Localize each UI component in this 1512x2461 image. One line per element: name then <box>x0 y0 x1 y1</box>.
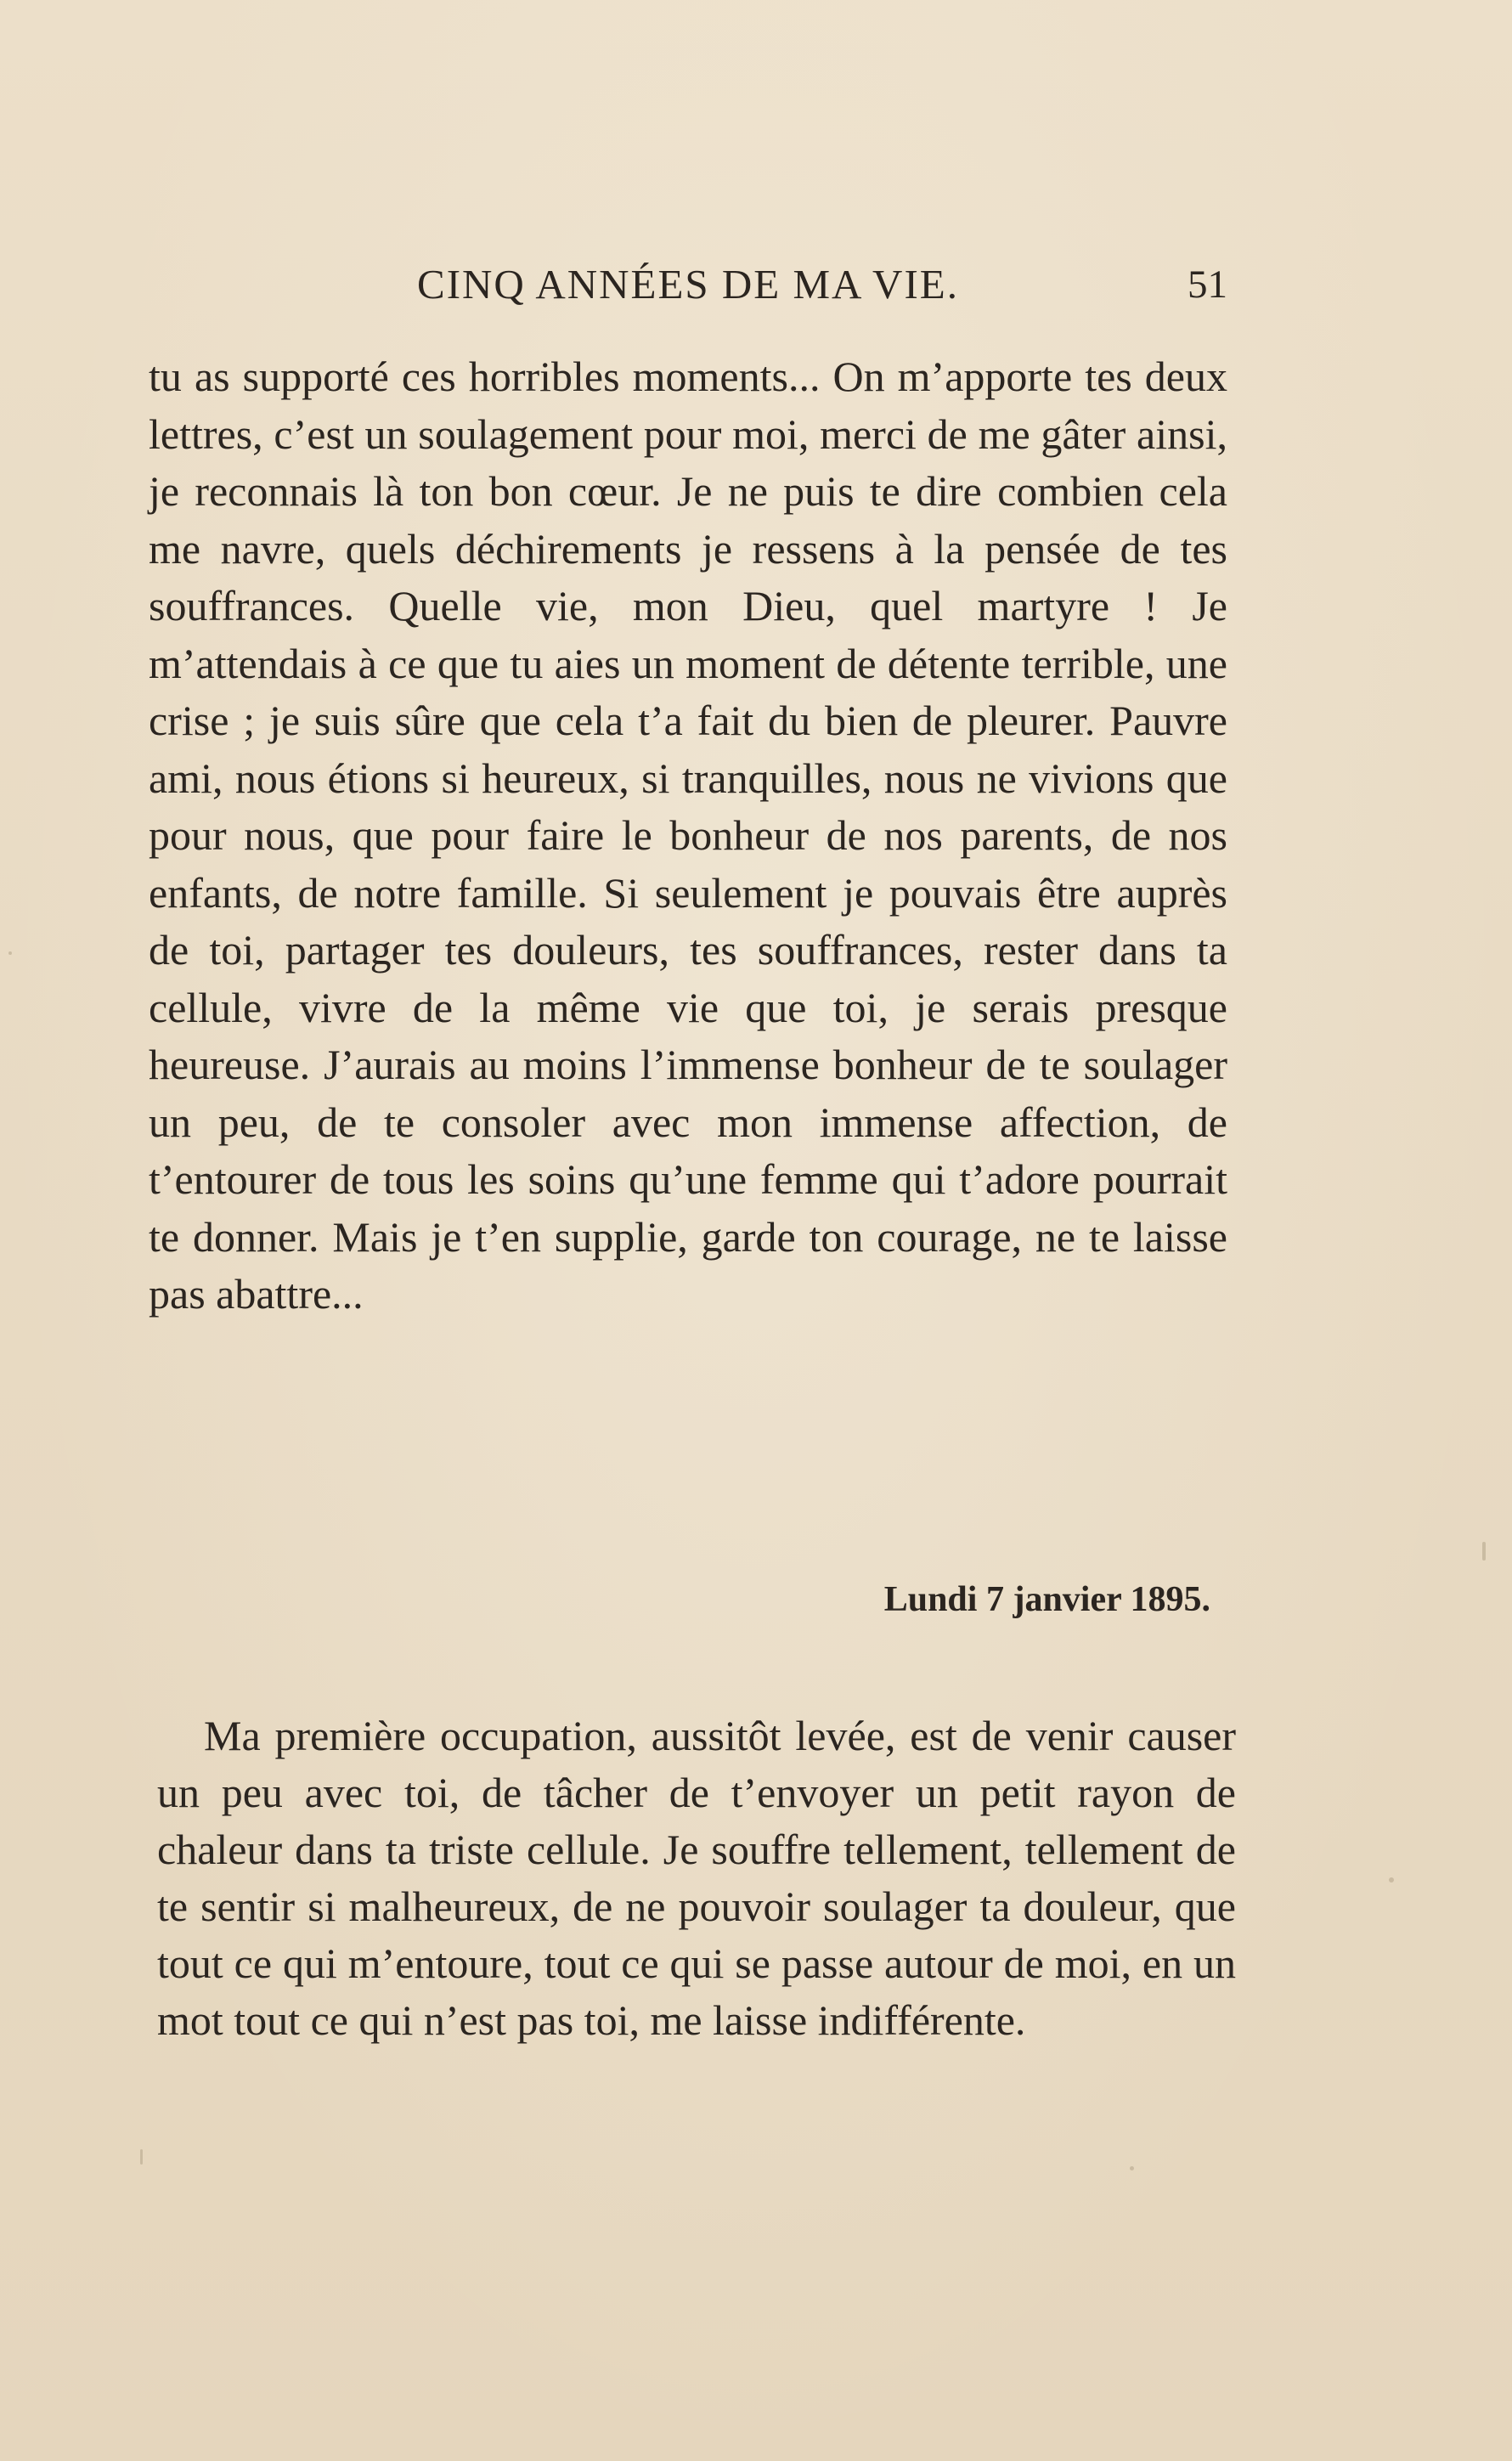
paper-speck <box>1389 1877 1394 1882</box>
paper-speck <box>140 2149 143 2165</box>
dateline: Lundi 7 janvier 1895. <box>883 1580 1210 1619</box>
page-header <box>149 255 1227 314</box>
running-title: CINQ ANNÉES DE MA VIE. <box>417 261 959 308</box>
paragraph-2: Ma première occupation, aussitôt levée, est de venir causer un peu avec toi, de tâcher de t’envoyer un petit rayon de chaleur dans ta triste cellule. Je souffre tellement, tellement de te sentir si malheureux, de ne pouvoir soulager ta douleur, que tout ce qui m’entoure, tout ce qui se passe autour de moi, en un mot tout ce qui n’est pas toi, me laisse indifférente. <box>157 1712 1236 2044</box>
paper-speck <box>1130 2166 1134 2170</box>
paper-speck <box>8 951 12 955</box>
page-number: 51 <box>1188 262 1227 307</box>
paper-speck <box>1482 1542 1486 1561</box>
paragraph-1: tu as supporté ces horribles moments... On m’apporte tes deux lettres, c’est un soulagement pour moi, merci de me gâter ainsi, je reconnais là ton bon cœur. Je ne puis te dire combien cela me navre, quels déchirements je ressens à la pensée de tes souffrances. Quelle vie, mon Dieu, quel martyre ! Je m’attendais à ce que tu aies un moment de détente terrible, une crise ; je suis sûre que cela t’a fait du bien de pleurer. Pauvre ami, nous étions si heureux, si tranquilles, nous ne vivions que pour nous, que pour faire le bonheur de nos parents, de nos enfants, de notre famille. Si seulement je pouvais être auprès de toi, partager tes douleurs, tes souffrances, rester dans ta cellule, vivre de la même vie que toi, je serais presque heureuse. J’aurais au moins l’immense bonheur de te soulager un peu, de te consoler avec mon immense affection, de t’entourer de tous les soins qu’une femme qui t’adore pourrait te donner. Mais je t’en supplie, garde ton courage, ne te laisse pas abattre... <box>149 353 1227 1318</box>
